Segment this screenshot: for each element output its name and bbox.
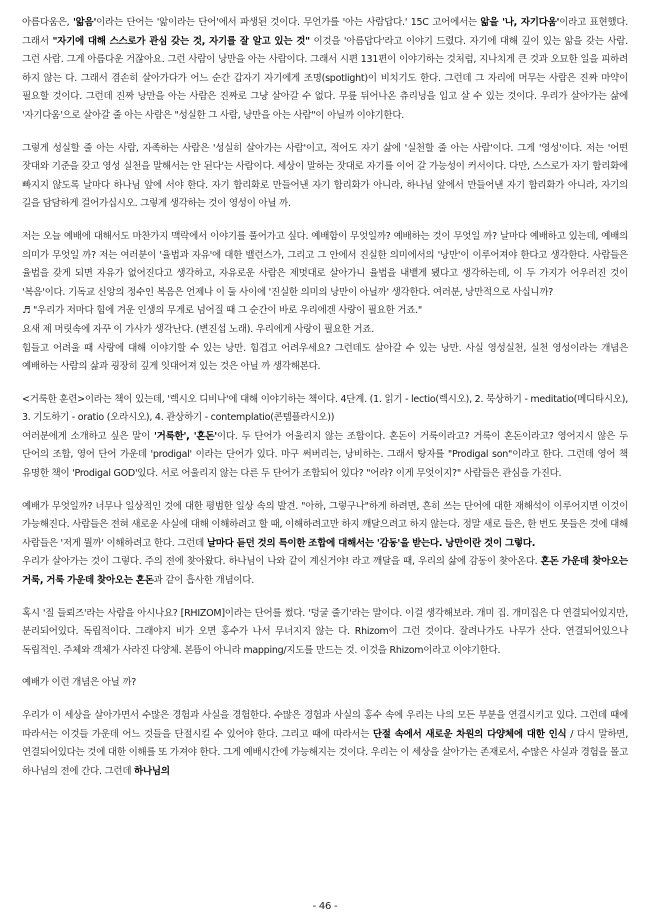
paragraph bbox=[22, 321, 628, 340]
paragraph bbox=[22, 707, 628, 781]
body-text: 이라는 단어는 '앎이라는 단어'에서 파생된 것이다. 무언가를 '아는 사람답다.' 15C 고어에서는 bbox=[96, 17, 481, 28]
body-text: 우리가 이 세상을 살아가면서 수많은 경험과 사실을 경험한다. 수많은 경험과 사실의 홍수 속에 우리는 나의 모든 부분을 연결시키고 있다. 그런데 때에 따라서는 이것들 가운데 어느 것들을 단절시킬 수 있어야 한다. 그리고 때에 따라서는 bbox=[22, 710, 628, 740]
paragraph-spacer bbox=[22, 377, 628, 391]
body-text: 힘들고 어려울 때 사랑에 대해 이야기할 수 있는 낭만. 힘겹고 어려우세요? 그런데도 살아갈 수 있는 낭만. 사실 영성실천, 실천 영성이라는 개념은 예배하는 사람의 삶과 굉장히 깊게 잇대어져 있는 것은 아닐 까 생각해본다. bbox=[22, 342, 628, 373]
paragraph bbox=[22, 605, 628, 661]
emphasized-text: 혼돈 가운데 찾아오는 거룩, 거룩 가운데 찾아오는 혼돈 bbox=[22, 556, 628, 587]
paragraph bbox=[22, 340, 628, 377]
body-text: 혹시 '질 들뢰즈'라는 사람을 아시나요? [RHIZOM]이라는 단어를 썼다. '덩굴 줄기'라는 말이다. 이걸 생각해보라. 개미 집. 개미집은 다 연결되어있지만, 분리되어있다. 독립적이다. 그래야지 비가 오면 홍수가 나서 무너지지 않는 다. Rhizom이 그런 것이다. 잘려나가도 나무가 산다. 연결되어있으나 독립적인. 주체와 객체가 사라진 다양체. 본뜸이 아니라 mapping/지도를 만드는 것. 이것을 Rhizom이라고 이야기한다. bbox=[22, 607, 628, 656]
paragraph-spacer bbox=[22, 591, 628, 605]
document-body bbox=[22, 14, 628, 781]
paragraph-spacer bbox=[22, 484, 628, 498]
paragraph bbox=[22, 302, 628, 321]
body-text: 이다. 두 단어가 어울리지 않는 조합이다. 혼돈이 거룩이라고? 거룩이 혼돈이라고? 영어지시 않은 두 단어의 조합, 영어 단어 가운데 'prodigal' 이라는 단어가 있다. 마구 써버리는, 낭비하는. 그래서 탕자를 "Prodigal son"이라고 한다. 그런데 영어 책 유명한 책이 'Prodigal GOD'있다. 서로 어울리지 않는 다른 두 단어가 조합되어 있다? "어라? 이게 무엇이지?" 사람들은 관심을 가진다. bbox=[22, 430, 629, 480]
paragraph bbox=[22, 391, 628, 428]
emphasized-text: 하나님의 bbox=[134, 765, 170, 777]
paragraph-spacer bbox=[22, 126, 628, 140]
paragraph-spacer bbox=[22, 693, 628, 707]
paragraph bbox=[22, 553, 628, 590]
paragraph bbox=[22, 228, 628, 302]
paragraph-spacer bbox=[22, 214, 628, 228]
emphasized-text: 날마다 듣던 것의 특이한 조합에 대해서는 '감동'을 받는다. 낭만이란 것이 그렇다. bbox=[206, 537, 536, 549]
paragraph bbox=[22, 674, 628, 693]
body-text: 요새 제 머릿속에 자꾸 이 가사가 생각난다. (변진섭 노래). 우리에게 사랑이 필요한 거죠. bbox=[22, 323, 374, 335]
body-text: 아름다움은, bbox=[22, 17, 73, 28]
paragraph-spacer bbox=[22, 660, 628, 674]
emphasized-text: 단절 속에서 새로운 차원의 다양체에 대한 인식 bbox=[372, 728, 567, 740]
body-text: / 다시 말하면, 연결되어있다는 것에 대한 이해를 또 가져야 한다. 그게 예배시간에 가능해지는 것이다. 우리는 이 세상을 살아가는 존재로서, 수많은 사실과 경험을 몰고 하나님의 전에 간다. 그런데 bbox=[22, 728, 628, 777]
body-text: 과 같이 흡사한 개념이다. bbox=[153, 575, 254, 587]
body-text: 그렇게 성실할 줄 아는 사람, 자족하는 사람은 '성실히 살아가는 사람'이고, 적어도 자기 삶에 '실천할 줄 아는 사람'이다. 그게 '영성'이다. 저는 '어떤 잣대와 기준을 갖고 영성 실천을 말해서는 안 된다'는 사람이다. 세상이 말하는 잣대로 자기를 이어 갈 가능성이 커서이다. 다만, 스스로가 자기 합리화에 빠지지 않도록 날마다 하나님 앞에 서야 한다. 자기 합리화로 만들어낸 자기 합리화가 아니라, 하나님 앞에서 만들어낸 자기 합리화가 아니라, 자기의 길을 담담하게 걸어가십시오. 그렇게 생각하는 것이 영성이 아닐 까. bbox=[22, 142, 628, 210]
body-text: 예배가 이런 개념은 아닐 까? bbox=[22, 677, 137, 689]
body-text: 예배가 무엇일까? 너무나 일상적인 것에 대한 평범한 일상 속의 발견. "아하, 그렇구나"하게 하려면, 흔히 쓰는 단어에 대한 재해석이 이루어지면 이것이 가능해진다. 사람들은 전혀 새로운 사실에 대해 이해하려고 할 때, 이해하려고만 하지 깨달으려고 하지 않는다. 정말 새로 들은, 한 번도 못들은 것에 대해 사람들은 '저게 뭘까' 이해하려고 한다. 그런데 bbox=[22, 500, 628, 549]
paragraph bbox=[22, 14, 628, 126]
body-text: 여러분에게 소개하고 싶은 말이 bbox=[22, 430, 154, 442]
body-text: 이것을 '아름답다'라고 이야기 드렸다. 자기에 대해 깊이 있는 앎을 갖는 사람. 그런 사람. 그게 아름다운 거잖아요. 그런 사람이 낭만을 아는 사람이다. 그래서 시편 131편이 이야기하는 것처럼, 지나치게 큰 것과 오묘한 일을 피하려 하지 않는 다. 그래서 겸손히 살아가다가 어느 순간 갑자기 자기에게 조명(spotlight)이 비치기도 한다. 그런데 그 자리에 머무는 사람은 진짜 마약이 필요할 것이다. 그런데 진짜 낭만을 아는 사람은 진짜로 그냥 살아갈 수 없다. 무릎 뒤어나온 츄리닝을 입고 살 수 있는 것이다. 우리가 살아가는 삶에 '자기다움'으로 살아갈 줄 아는 사람은 "성실한 그 사람, 낭만을 아는 사람"이 아닐까 이야기한다. bbox=[22, 35, 629, 121]
emphasized-text: 앎을 '나, 자기다움' bbox=[480, 17, 560, 28]
emphasized-text: "자기에 대해 스스로가 관심 갖는 것, 자기를 잘 알고 있는 것" bbox=[52, 35, 310, 47]
body-text: ♬ "우리가 저마다 힘에 겨운 인생의 무게로 넘어질 때 그 순간이 바로 우리에겐 사랑이 필요한 거죠." bbox=[22, 305, 423, 317]
body-text: <거룩한 훈련>이라는 책이 있는데, '렉시오 디비나'에 대해 이야기하는 책이다. 4단계. (1. 읽기 - lectio(렉시오), 2. 묵상하기 - meditatio(메디타시오), 3. 기도하기 - oratio (오라시오), 4. 관상하기 - contemplatio(콘템플라시오)) bbox=[22, 393, 628, 424]
emphasized-text: '거룩한', '혼돈' bbox=[154, 430, 217, 442]
paragraph bbox=[22, 140, 628, 214]
page-number: - 46 - bbox=[312, 901, 338, 912]
body-text: 이라고 표현했다. 그래서 bbox=[22, 17, 629, 47]
paragraph bbox=[22, 428, 628, 484]
body-text: 저는 오늘 예배에 대해서도 마찬가지 맥락에서 이야기를 풀어가고 싶다. 예배함이 무엇일까? 예배하는 것이 무엇일 까? 날마다 예배하고 있는데, 예배의 의미가 무엇일 까? 저는 여러분이 '율법과 자유'에 대한 밸런스가, 그리고 그 안에서 진실한 의미에서의 '낭만'이 이루어져야 한다고 생각한다. 사람들은 율법을 갖게 되면 자유가 없어진다고 생각하고, 자유로운 사람은 제멋대로 살아가니 율법을 내뱉게 됐다고 생각하는데, 이 두 가지가 어우러진 것이 '복음'이다. 기독교 신앙의 정수인 복음은 언제나 이 둘 사이에 '진실한 의미의 낭만이 아닐까' 생각한다. 여러분, 낭만적으로 사십니까? bbox=[22, 230, 628, 298]
emphasized-text: '앎음' bbox=[72, 17, 97, 28]
body-text: 우리가 살아가는 것이 그렇다. 주의 전에 찾아왔다. 하나님이 나와 같이 계신거야! 라고 깨달을 때, 우리의 삶에 감동이 찾아온다. bbox=[22, 556, 541, 568]
paragraph bbox=[22, 498, 628, 554]
